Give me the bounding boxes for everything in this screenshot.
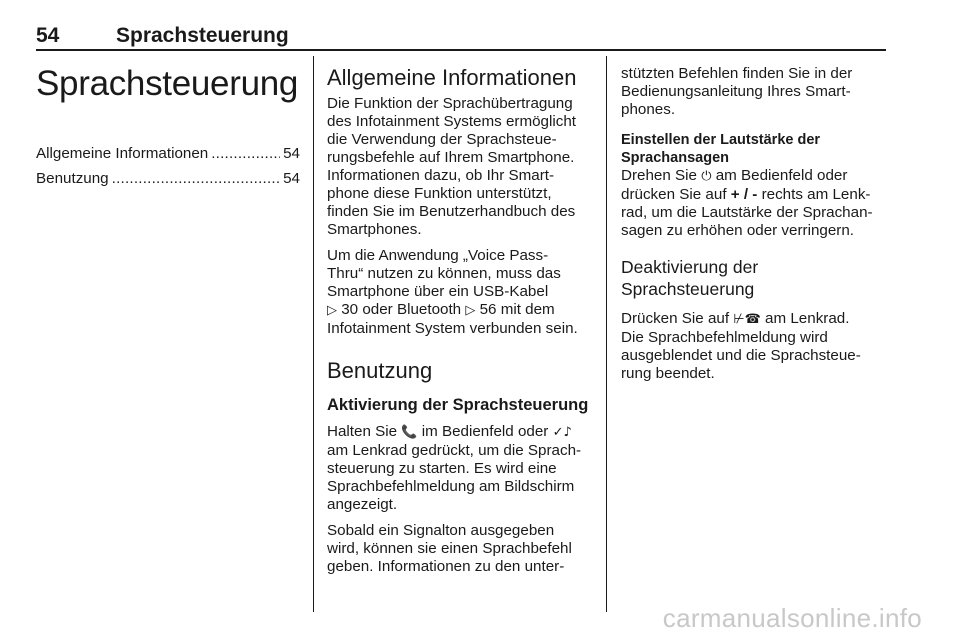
text-line [327, 301, 591, 320]
text-line: ausgeblendet und die Sprachsteue- [621, 347, 861, 364]
page-ref-arrow-icon[interactable]: ▷ [465, 303, 476, 318]
paragraph [621, 310, 891, 383]
text-line: Smartphone über ein USB-Kabel [327, 283, 549, 300]
column-right [621, 60, 891, 391]
text-line: wird, können sie einen Sprachbefehl [327, 540, 572, 557]
text-fragment: 30 oder Bluetooth [337, 301, 466, 318]
text-fragment: am Lenkrad. [760, 310, 850, 327]
toc-entry[interactable] [36, 170, 300, 188]
text-line: Informationen dazu, ob Ihr Smart- [327, 167, 555, 184]
text-line: phone diese Funktion unterstützt, [327, 185, 552, 202]
column-divider-2 [606, 56, 607, 612]
paragraph [327, 522, 591, 576]
page-number: 54 [36, 24, 60, 47]
text-line: Sprachansagen [621, 150, 729, 166]
text-fragment: am Bedienfeld oder [711, 167, 848, 184]
text-line: Infotainment System verbunden sein. [327, 320, 578, 337]
chapter-title: Sprachsteuerung [36, 64, 299, 103]
subheading-volume [621, 131, 891, 167]
text-line: sagen zu erhöhen oder verringern. [621, 222, 855, 239]
text-line: rungsbefehle auf Ihrem Smartphone. [327, 149, 575, 166]
running-title: Sprachsteuerung [116, 24, 289, 47]
text-fragment: im Bedienfeld oder [417, 423, 553, 440]
header-rule [36, 49, 886, 51]
toc-label[interactable]: Benutzung [36, 170, 109, 187]
text-line: Sobald ein Signalton ausgegeben [327, 522, 555, 539]
text-line: Um die Anwendung „Voice Pass- [327, 247, 549, 264]
text-line: Sprachbefehlmeldung am Bildschirm [327, 478, 575, 495]
phone-icon: 📞 [401, 425, 418, 440]
voice-control-icon: ✓♪ [552, 425, 572, 440]
text-line: Einstellen der Lautstärke der [621, 132, 821, 148]
text-fragment: Drücken Sie auf [621, 310, 734, 327]
toc-leader [112, 170, 280, 188]
subheading-activation: Aktivierung der Sprachsteuerung [327, 396, 589, 414]
text-line: stützten Befehlen finden Sie in der [621, 65, 853, 82]
text-line: Die Sprachbefehlmeldung wird [621, 329, 828, 346]
text-line: Thru“ nutzen zu können, muss das [327, 265, 561, 282]
text-fragment: rechts am Lenk- [757, 186, 871, 203]
paragraph [327, 247, 591, 338]
text-line [621, 167, 891, 186]
text-line: Sprachsteuerung [621, 279, 755, 299]
toc-label[interactable]: Allgemeine Informationen [36, 145, 209, 162]
text-line: Deaktivierung der [621, 257, 759, 277]
text-line: am Lenkrad gedrückt, um die Sprach- [327, 442, 582, 459]
mute-end-call-icon: ⊬☎ [733, 312, 761, 327]
text-fragment: Drehen Sie [621, 167, 702, 184]
paragraph [621, 65, 891, 119]
text-line: Die Funktion der Sprachübertragung [327, 95, 573, 112]
paragraph [621, 167, 891, 240]
toc-page[interactable]: 54 [283, 170, 300, 187]
text-line: geben. Informationen zu den unter- [327, 558, 565, 575]
column-toc [36, 60, 300, 195]
paragraph [327, 423, 591, 514]
toc-leader [211, 145, 280, 163]
text-line [621, 310, 891, 329]
column-divider-1 [313, 56, 314, 612]
text-line: rung beendet. [621, 365, 715, 382]
text-line: steuerung zu starten. Es wird eine [327, 460, 557, 477]
text-fragment: 56 mit dem [475, 301, 555, 318]
watermark: carmanualsonline.info [662, 603, 922, 633]
column-main [327, 60, 591, 584]
text-line [621, 186, 891, 204]
toc-entry[interactable] [36, 145, 300, 163]
section-heading-usage: Benutzung [327, 358, 433, 383]
text-line: angezeigt. [327, 496, 398, 513]
text-line: Smartphones. [327, 221, 422, 238]
text-line [327, 423, 591, 442]
page-ref-arrow-icon[interactable]: ▷ [327, 303, 337, 318]
section-heading-general: Allgemeine Informationen [327, 65, 577, 90]
power-knob-icon: ⏻ [701, 169, 712, 184]
text-line: finden Sie im Benutzerhandbuch des [327, 203, 576, 220]
page-header [36, 22, 886, 52]
text-line: rad, um die Lautstärke der Sprachan- [621, 204, 873, 221]
text-line: Bedienungsanleitung Ihres Smart- [621, 83, 851, 100]
text-line: phones. [621, 101, 676, 118]
subheading-deactivation [621, 256, 891, 300]
text-line: des Infotainment Systems ermöglicht [327, 113, 577, 130]
toc-page[interactable]: 54 [283, 145, 300, 162]
text-fragment: drücken Sie auf [621, 186, 731, 203]
volume-key-label: + / - [730, 186, 758, 203]
text-fragment: Halten Sie [327, 423, 402, 440]
paragraph [327, 95, 591, 239]
text-line: die Verwendung der Sprachsteue- [327, 131, 557, 148]
